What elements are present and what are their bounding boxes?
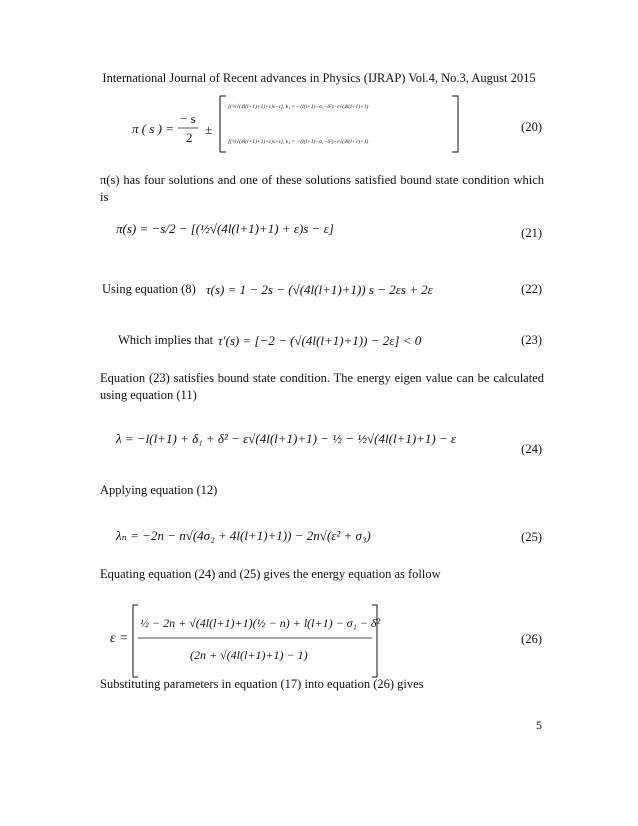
eq24-text: λ = −l(l+1) + δ₁ + δ² − ε√(4l(l+1)+1) − ½ − ½√(4l(l+1)+1) − ε: [116, 431, 457, 446]
eq23-number: (23): [521, 333, 542, 347]
eq26-number: (26): [521, 632, 542, 646]
eq20-row1: [(½√(4l(l+1)+1)+ε)s−ε], k₁ = −(l(l+1)−σ₁−δ²)−ε√(4l(l+1)+1): [228, 104, 369, 110]
eq20-row2: [(½√(4l(l+1)+1)+ε)s+ε], k₂ = −(l(l+1)−σ₁−δ²)−ε√(4l(l+1)+1): [228, 139, 369, 145]
eq23-text: τ′(s) = [−2 − (√(4l(l+1)+1)) − 2ε] < 0: [218, 333, 422, 348]
eq20-number: (20): [521, 120, 542, 134]
eq22-text: τ(s) = 1 − 2s − (√(4l(l+1)+1)) s − 2εs + 2ε: [206, 282, 433, 297]
paragraph-4: Equating equation (24) and (25) gives the energy equation as follow: [100, 567, 441, 581]
eq26-denominator: (2n + √(4l(l+1)+1) − 1): [190, 648, 308, 662]
eq25-text: λₙ = −2n − n√(4σ₂ + 4l(l+1)+1)) − 2n√(ε² + σ₃): [116, 528, 371, 543]
paragraph-3: Applying equation (12): [100, 483, 218, 497]
eq23-prefix: Which implies that: [118, 333, 214, 347]
journal-header: International Journal of Recent advances in Physics (IJRAP) Vol.4, No.3, August 2015: [102, 71, 536, 85]
eq26-lhs: ε =: [110, 631, 129, 646]
eq26-numerator: ½ − 2n + √(4l(l+1)+1)(½ − n) + l(l+1) − σ₁ − δ²: [140, 616, 381, 630]
eq20-pm: ±: [205, 122, 213, 137]
eq20-lhs: π ( s ) =: [132, 121, 175, 136]
eq20-frac-num: − s: [180, 111, 196, 126]
eq21-text: π(s) = −s/2 − [(½√(4l(l+1)+1) + ε)s − ε]: [116, 221, 334, 236]
eq21-number: (21): [521, 226, 542, 240]
page-number: 5: [536, 718, 542, 732]
eq20-frac-den: 2: [186, 130, 193, 145]
paragraph-2: Equation (23) satisfies bound state condition. The energy eigen value can be calculated using equation (11): [100, 371, 544, 402]
paragraph-5: Substituting parameters in equation (17) into equation (26) gives: [100, 677, 424, 691]
eq25-number: (25): [521, 530, 542, 544]
eq22-prefix: Using equation (8): [102, 282, 196, 296]
eq24-number: (24): [521, 442, 542, 456]
eq22-number: (22): [521, 282, 542, 296]
paragraph-1: π(s) has four solutions and one of these solutions satisfied bound state condition which is: [100, 173, 544, 204]
